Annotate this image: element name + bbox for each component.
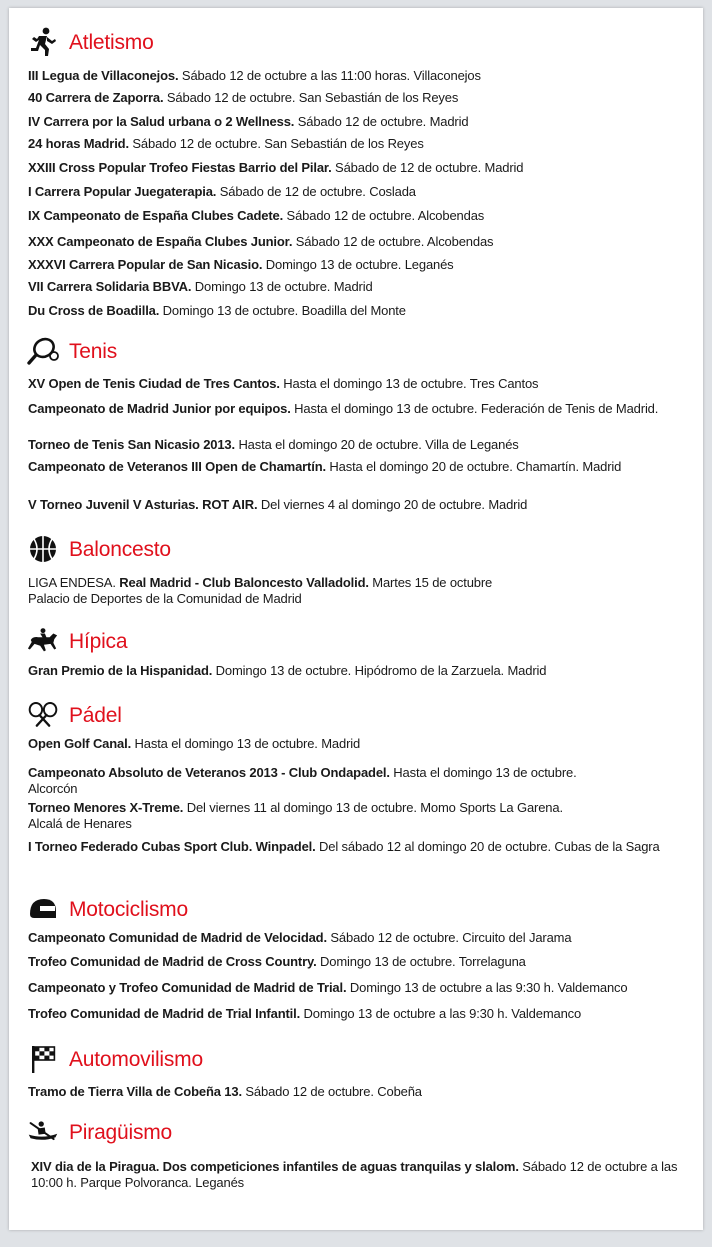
event-name: XIV dia de la Piragua. Dos competiciones infantiles de aguas tranquilas y slalom.	[31, 1159, 519, 1174]
tennis-racket-icon	[27, 335, 59, 367]
event-item	[28, 980, 690, 996]
section-header	[9, 893, 703, 927]
event-detail: Sábado 12 de octubre. Alcobendas	[283, 208, 485, 223]
event-item	[28, 160, 690, 176]
event-item	[28, 401, 690, 417]
event-item	[28, 575, 690, 607]
event-name: 24 horas Madrid.	[28, 136, 129, 151]
event-item	[28, 839, 690, 855]
event-name: XXXVI Carrera Popular de San Nicasio.	[28, 257, 263, 272]
kayak-icon	[27, 1116, 59, 1148]
event-detail: Martes 15 de octubre	[368, 575, 493, 590]
agenda-card	[9, 8, 703, 1230]
event-name: VII Carrera Solidaria BBVA.	[28, 279, 192, 294]
event-name: V Torneo Juvenil V Asturias. ROT AIR.	[28, 497, 258, 512]
event-detail: Sábado 12 de octubre a las 11:00 horas. Villaconejos	[178, 68, 481, 83]
event-name: Campeonato de Veteranos III Open de Chamartín.	[28, 459, 326, 474]
section-title: Baloncesto	[69, 538, 171, 561]
section-title: Hípica	[69, 630, 128, 653]
event-name: 40 Carrera de Zaporra.	[28, 90, 164, 105]
section-title: Atletismo	[69, 31, 154, 54]
section-piraguismo	[9, 1116, 703, 1150]
event-item	[28, 234, 690, 250]
event-item	[28, 1084, 690, 1100]
event-name: IX Campeonato de España Clubes Cadete.	[28, 208, 284, 223]
event-name: I Torneo Federado Cubas Sport Club. Winpadel.	[28, 839, 316, 854]
event-item	[28, 279, 690, 295]
event-item	[28, 257, 690, 273]
event-detail: Hasta el domingo 13 de octubre. Madrid	[131, 736, 361, 751]
event-location: Alcorcón	[28, 781, 78, 796]
event-name: Real Madrid - Club Baloncesto Valladolid.	[119, 575, 369, 590]
section-padel	[9, 699, 703, 733]
event-name: XV Open de Tenis Ciudad de Tres Cantos.	[28, 376, 280, 391]
helmet-icon	[27, 893, 59, 925]
section-automovilismo	[9, 1043, 703, 1077]
event-name: I Carrera Popular Juegaterapia.	[28, 184, 217, 199]
event-detail: Sábado de 12 de octubre. Madrid	[331, 160, 524, 175]
section-hipica	[9, 625, 703, 659]
event-detail: Domingo 13 de octubre. Leganés	[262, 257, 454, 272]
event-item	[28, 68, 690, 84]
section-header	[9, 26, 703, 60]
section-motociclismo	[9, 893, 703, 927]
event-name: III Legua de Villaconejos.	[28, 68, 179, 83]
event-detail: Del viernes 11 al domingo 13 de octubre. Momo Sports La Garena.	[183, 800, 563, 815]
event-item	[28, 376, 690, 392]
event-name: Campeonato Absoluto de Veteranos 2013 - Club Ondapadel.	[28, 765, 390, 780]
section-title: Tenis	[69, 340, 118, 363]
section-baloncesto	[9, 533, 703, 567]
section-tenis	[9, 335, 703, 369]
event-detail: Sábado de 12 de octubre. Coslada	[216, 184, 416, 199]
event-item	[28, 136, 690, 152]
section-header	[9, 1043, 703, 1077]
section-atletismo	[9, 26, 703, 60]
section-title: Automovilismo	[69, 1048, 203, 1071]
event-item	[28, 736, 690, 752]
event-item	[28, 437, 690, 453]
event-detail: Domingo 13 de octubre. Boadilla del Monte	[159, 303, 406, 318]
event-detail: Domingo 13 de octubre a las 9:30 h. Valdemanco	[346, 980, 628, 995]
event-item	[28, 303, 690, 319]
event-item	[28, 459, 690, 475]
basketball-icon	[27, 533, 59, 565]
event-detail: Domingo 13 de octubre. Madrid	[191, 279, 373, 294]
section-header	[9, 335, 703, 369]
event-item	[28, 208, 690, 224]
runner-icon	[27, 26, 59, 58]
section-header	[9, 1116, 703, 1150]
event-detail: Hasta el domingo 13 de octubre. Federación de Tenis de Madrid.	[290, 401, 659, 416]
event-detail: Domingo 13 de octubre. Hipódromo de la Zarzuela. Madrid	[212, 663, 547, 678]
event-name: Campeonato Comunidad de Madrid de Velocidad.	[28, 930, 327, 945]
event-detail: Hasta el domingo 13 de octubre. Tres Cantos	[279, 376, 539, 391]
event-detail: Sábado 12 de octubre. Circuito del Jarama	[326, 930, 572, 945]
event-detail: Hasta el domingo 13 de octubre.	[389, 765, 577, 780]
event-name: Open Golf Canal.	[28, 736, 132, 751]
event-detail: Hasta el domingo 20 de octubre. Villa de Leganés	[234, 437, 519, 452]
event-name: XXIII Cross Popular Trofeo Fiestas Barrio del Pilar.	[28, 160, 332, 175]
event-name: Campeonato y Trofeo Comunidad de Madrid de Trial.	[28, 980, 347, 995]
event-item	[28, 184, 690, 200]
event-detail: Hasta el domingo 20 de octubre. Chamartín. Madrid	[325, 459, 622, 474]
event-detail: Sábado 12 de octubre. Cobeña	[241, 1084, 422, 1099]
section-title: Pádel	[69, 704, 122, 727]
event-detail: Domingo 13 de octubre a las 9:30 h. Valdemanco	[300, 1006, 582, 1021]
event-detail: Sábado 12 de octubre. San Sebastián de los Reyes	[128, 136, 424, 151]
event-name: XXX Campeonato de España Clubes Junior.	[28, 234, 293, 249]
section-header	[9, 533, 703, 567]
event-name: Trofeo Comunidad de Madrid de Cross Country.	[28, 954, 317, 969]
event-detail: Sábado 12 de octubre a las 10:00 h. Parque Polvoranca. Leganés	[31, 1159, 678, 1190]
event-name: Trofeo Comunidad de Madrid de Trial Infantil.	[28, 1006, 301, 1021]
event-detail: Del viernes 4 al domingo 20 de octubre. Madrid	[257, 497, 528, 512]
event-item	[28, 114, 690, 130]
event-detail: Del sábado 12 al domingo 20 de octubre. Cubas de la Sagra	[315, 839, 660, 854]
event-item	[28, 930, 690, 946]
event-item	[28, 954, 690, 970]
event-venue: Palacio de Deportes de la Comunidad de Madrid	[28, 591, 302, 606]
event-prefix: LIGA ENDESA.	[28, 575, 120, 590]
event-name: Torneo Menores X-Treme.	[28, 800, 184, 815]
event-name: Du Cross de Boadilla.	[28, 303, 160, 318]
section-header	[9, 699, 703, 733]
event-name: Tramo de Tierra Villa de Cobeña 13.	[28, 1084, 242, 1099]
section-title: Motociclismo	[69, 898, 188, 921]
event-location: Alcalá de Henares	[28, 816, 132, 831]
event-detail: Sábado 12 de octubre. San Sebastián de los Reyes	[163, 90, 459, 105]
section-title: Piragüismo	[69, 1121, 173, 1144]
event-item	[28, 800, 690, 832]
event-detail: Sábado 12 de octubre. Alcobendas	[292, 234, 494, 249]
horse-rider-icon	[27, 625, 59, 657]
event-item	[28, 1006, 690, 1022]
event-name: Torneo de Tenis San Nicasio 2013.	[28, 437, 235, 452]
checkered-flag-icon	[27, 1043, 59, 1075]
event-item	[28, 663, 690, 679]
event-item	[28, 90, 690, 106]
event-name: IV Carrera por la Salud urbana o 2 Wellness.	[28, 114, 295, 129]
event-item	[28, 765, 690, 797]
event-item	[28, 497, 690, 513]
event-name: Campeonato de Madrid Junior por equipos.	[28, 401, 291, 416]
event-detail: Domingo 13 de octubre. Torrelaguna	[316, 954, 526, 969]
event-name: Gran Premio de la Hispanidad.	[28, 663, 213, 678]
event-detail: Sábado 12 de octubre. Madrid	[294, 114, 469, 129]
section-header	[9, 625, 703, 659]
event-item	[31, 1159, 681, 1191]
padel-rackets-icon	[27, 699, 59, 731]
